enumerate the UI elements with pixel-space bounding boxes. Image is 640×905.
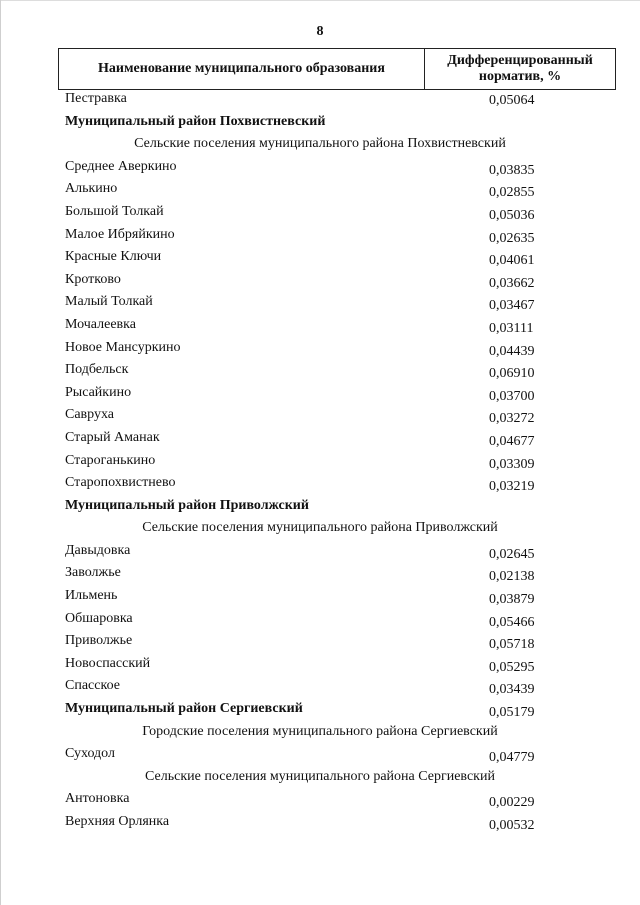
- table-row: [0, 678, 640, 701]
- table-row: [0, 91, 640, 114]
- municipality-name: Давыдовка: [65, 542, 131, 558]
- page-number: 8: [316, 24, 324, 39]
- municipality-name: Верхняя Орлянка: [65, 814, 170, 829]
- table-row: [0, 159, 640, 182]
- norm-value: 0,02855: [489, 185, 535, 201]
- norm-value: 0,03309: [489, 456, 535, 472]
- norm-value: 0,03879: [489, 592, 535, 608]
- section-title: Городские поселения муниципального района Сергиевский: [142, 723, 498, 739]
- municipality-name: Старопохвистнево: [65, 475, 176, 491]
- municipality-name: Малое Ибряйкино: [65, 226, 175, 242]
- table-row: [0, 272, 640, 295]
- table-row: [0, 317, 640, 340]
- municipality-name: Новое Мансуркино: [65, 339, 181, 355]
- section-title: Сельские поселения муниципального района Сергиевский: [145, 768, 495, 784]
- municipality-name: Среднее Аверкино: [65, 158, 177, 174]
- section-row: [0, 520, 640, 543]
- table-row: [0, 430, 640, 453]
- table-row: [0, 227, 640, 250]
- table-row: [0, 181, 640, 204]
- norm-value: 0,03662: [489, 275, 535, 291]
- header-name-column: Наименование муниципального образования: [59, 49, 425, 89]
- table-row: [0, 385, 640, 408]
- norm-value: 0,00229: [489, 795, 535, 811]
- table-row: [0, 656, 640, 679]
- norm-value: 0,02635: [489, 230, 535, 246]
- table-row: [0, 611, 640, 634]
- norm-value: 0,02138: [489, 569, 535, 585]
- norm-value: 0,04779: [489, 750, 535, 766]
- table-row: [0, 294, 640, 317]
- municipality-name: Староганькино: [65, 452, 156, 468]
- municipality-name: Савруха: [65, 407, 115, 423]
- table-row: [0, 565, 640, 588]
- header-norm-line2: норматив, %: [478, 69, 562, 84]
- norm-value: 0,04439: [489, 343, 535, 359]
- district-row: [0, 114, 640, 137]
- municipality-name: Антоновка: [65, 791, 130, 807]
- norm-value: 0,03219: [489, 479, 535, 495]
- municipality-name: Заволжье: [65, 565, 121, 581]
- municipality-name: Большой Толкай: [65, 203, 164, 219]
- district-name: Муниципальный район Сергиевский: [65, 701, 303, 717]
- municipality-name: Спасское: [65, 678, 120, 694]
- norm-value: 0,03272: [489, 411, 535, 427]
- norm-value: 0,03835: [489, 162, 535, 178]
- municipality-name: Приволжье: [65, 633, 133, 649]
- table-row: [0, 249, 640, 272]
- table-row: [0, 204, 640, 227]
- table-row: [0, 543, 640, 566]
- municipality-name: Ильмень: [65, 588, 118, 604]
- norm-value: 0,05064: [489, 93, 535, 108]
- table-row: [0, 746, 640, 769]
- norm-value: 0,05718: [489, 637, 535, 653]
- section-title: Сельские поселения муниципального района Приволжский: [142, 520, 498, 536]
- norm-value: 0,03111: [489, 320, 534, 336]
- district-row: [0, 498, 640, 521]
- municipality-name: Кротково: [65, 271, 121, 287]
- municipality-name: Старый Аманак: [65, 429, 160, 445]
- table-row: [0, 453, 640, 476]
- municipality-name: Подбельск: [65, 362, 129, 378]
- section-row: [0, 769, 640, 792]
- municipality-name: Пестравка: [65, 91, 127, 106]
- municipality-name: Малый Толкай: [65, 294, 153, 310]
- table-row: [0, 791, 640, 814]
- norm-value: 0,03467: [489, 298, 535, 314]
- table-row: [0, 407, 640, 430]
- norm-value: 0,05295: [489, 659, 535, 675]
- header-norm-line1: Дифференцированный: [447, 53, 593, 68]
- district-name: Муниципальный район Приволжский: [65, 497, 309, 513]
- header-norm-column: [425, 49, 615, 89]
- municipality-name: Алькино: [65, 181, 118, 197]
- section-row: [0, 136, 640, 159]
- norm-value: 0,03700: [489, 388, 535, 404]
- norm-value: 0,04677: [489, 433, 535, 449]
- norm-value: 0,04061: [489, 253, 535, 269]
- norm-value: 0,05036: [489, 207, 535, 223]
- norm-value: 0,00532: [489, 818, 535, 833]
- table-row: [0, 475, 640, 498]
- municipality-name: Красные Ключи: [65, 249, 162, 265]
- table-header: [58, 48, 616, 90]
- municipality-name: Мочалеевка: [65, 316, 136, 332]
- municipality-name: Суходол: [65, 746, 115, 762]
- municipality-name: Новоспасский: [65, 655, 151, 671]
- table-row: [0, 340, 640, 363]
- norm-value: 0,05466: [489, 614, 535, 630]
- section-title: Сельские поселения муниципального района Похвистневский: [134, 136, 506, 152]
- table-row: [0, 633, 640, 656]
- table-row: [0, 362, 640, 385]
- table-body: [0, 91, 640, 837]
- table-row: [0, 814, 640, 837]
- norm-value: 0,06910: [489, 366, 535, 382]
- norm-value: 0,02645: [489, 546, 535, 562]
- municipality-name: Рысайкино: [65, 384, 132, 400]
- table-row: [0, 588, 640, 611]
- norm-value: 0,03439: [489, 682, 535, 698]
- norm-value: 0,05179: [489, 705, 535, 721]
- section-row: [0, 724, 640, 747]
- top-border-line: [0, 0, 640, 1]
- district-row: [0, 701, 640, 724]
- district-name: Муниципальный район Похвистневский: [65, 113, 326, 129]
- municipality-name: Обшаровка: [65, 610, 133, 626]
